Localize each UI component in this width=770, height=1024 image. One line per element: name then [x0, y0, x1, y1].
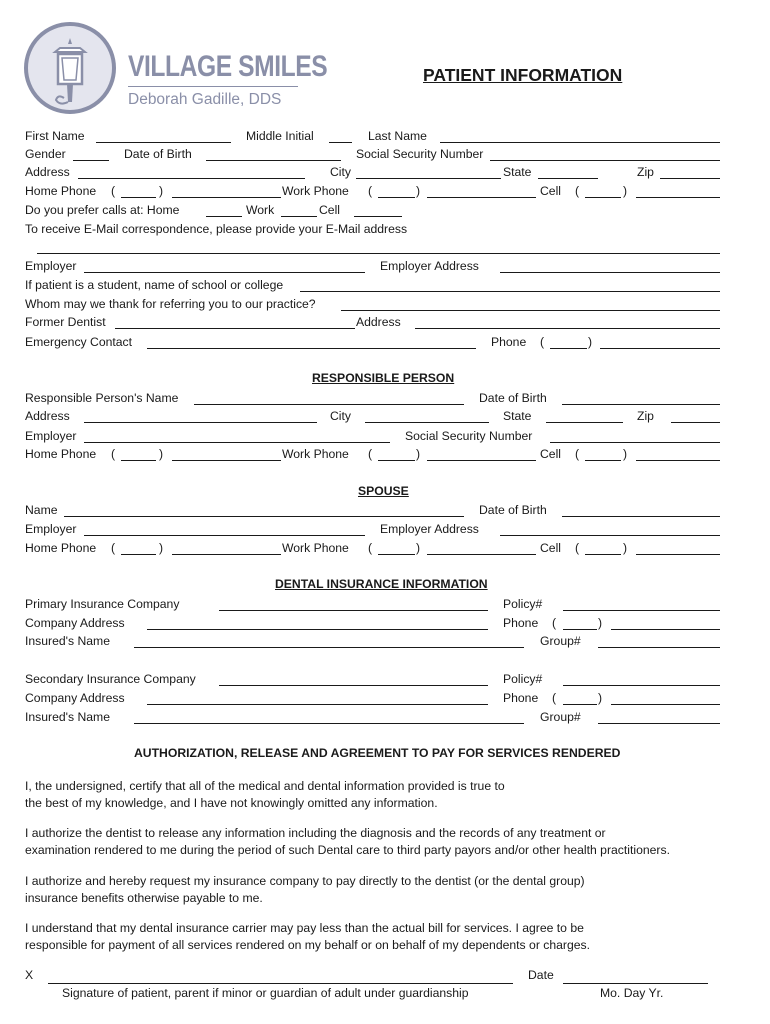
spouse-dob-label: Date of Birth — [479, 503, 547, 517]
responsible-address-label: Address — [25, 409, 70, 423]
middle-initial-label: Middle Initial — [246, 129, 314, 143]
prefer-home-field[interactable] — [206, 216, 242, 217]
paren-open: ( — [368, 541, 373, 555]
paren-close: ) — [416, 184, 421, 198]
student-label: If patient is a student, name of school or college — [25, 278, 284, 292]
responsible-work-area-code-field[interactable] — [378, 460, 415, 461]
paren-close: ) — [598, 691, 603, 705]
spouse-employer-address-label: Employer Address — [380, 522, 479, 536]
email-field[interactable] — [37, 253, 720, 254]
signature-caption: Signature of patient, parent if minor or guardian of adult under guardianship — [62, 986, 469, 1000]
work-area-code-field[interactable] — [378, 197, 415, 198]
responsible-home-area-code-field[interactable] — [121, 460, 156, 461]
secondary-group-label: Group# — [540, 710, 581, 724]
responsible-dob-field[interactable] — [562, 404, 720, 405]
secondary-phone-field[interactable] — [611, 704, 720, 705]
prefer-work-field[interactable] — [281, 216, 317, 217]
dental-insurance-heading: DENTAL INSURANCE INFORMATION — [275, 577, 488, 591]
emergency-contact-label: Emergency Contact — [25, 335, 133, 349]
primary-phone-label: Phone — [503, 616, 539, 630]
city-label: City — [330, 165, 351, 179]
former-dentist-address-label: Address — [356, 315, 401, 329]
city-field[interactable] — [356, 178, 501, 179]
secondary-area-code-field[interactable] — [563, 704, 597, 705]
home-phone-label: Home Phone — [25, 184, 97, 198]
emergency-phone-label: Phone — [491, 335, 527, 349]
paren-open: ( — [575, 541, 580, 555]
first-name-field[interactable] — [96, 142, 231, 143]
home-phone-field[interactable] — [172, 197, 281, 198]
employer-address-field[interactable] — [500, 272, 720, 273]
work-phone-field[interactable] — [427, 197, 536, 198]
former-dentist-label: Former Dentist — [25, 315, 106, 329]
assign-benefits-line-1: I authorize and hereby request my insurance company to pay directly to the dentist (or the dental group) — [25, 874, 585, 888]
responsible-address-field[interactable] — [84, 422, 317, 423]
paren-open: ( — [552, 616, 557, 630]
responsible-zip-label: Zip — [637, 409, 654, 423]
paren-open: ( — [111, 184, 116, 198]
prefer-work-label: Work — [246, 203, 275, 217]
paren-close: ) — [416, 447, 421, 461]
dentist-name: Deborah Gadille, DDS — [128, 91, 282, 108]
responsible-dob-label: Date of Birth — [479, 391, 547, 405]
responsible-state-field[interactable] — [546, 422, 623, 423]
responsible-zip-field[interactable] — [671, 422, 720, 423]
secondary-company-field[interactable] — [219, 685, 488, 686]
signature-date-field[interactable] — [563, 983, 708, 984]
secondary-phone-label: Phone — [503, 691, 539, 705]
employer-address-label: Employer Address — [380, 259, 479, 273]
responsible-state-label: State — [503, 409, 532, 423]
dob-label: Date of Birth — [124, 147, 192, 161]
spouse-cell-area-code-field[interactable] — [585, 554, 621, 555]
cell-phone-field[interactable] — [636, 197, 720, 198]
secondary-insureds-name-field[interactable] — [134, 723, 524, 724]
responsible-city-label: City — [330, 409, 351, 423]
financial-responsibility-line-1: I understand that my dental insurance carrier may pay less than the actual bill for services. I agree to be — [25, 921, 584, 935]
spouse-home-area-code-field[interactable] — [121, 554, 156, 555]
paren-close: ) — [159, 541, 164, 555]
primary-group-label: Group# — [540, 634, 581, 648]
paren-close: ) — [159, 447, 164, 461]
cell-area-code-field[interactable] — [585, 197, 621, 198]
secondary-company-address-label: Company Address — [25, 691, 125, 705]
state-field[interactable] — [538, 178, 598, 179]
responsible-name-label: Responsible Person's Name — [25, 391, 179, 405]
spouse-heading: SPOUSE — [358, 484, 409, 498]
certify-line-2: the best of my knowledge, and I have not knowingly omitted any information. — [25, 796, 438, 810]
brand-name: VILLAGE SMILES — [128, 50, 328, 83]
state-label: State — [503, 165, 532, 179]
paren-open: ( — [575, 184, 580, 198]
zip-field[interactable] — [660, 178, 720, 179]
paren-open: ( — [575, 447, 580, 461]
spouse-cell-phone-field[interactable] — [636, 554, 720, 555]
secondary-policy-label: Policy# — [503, 672, 543, 686]
release-line-2: examination rendered to me during the period of such Dental care to third party payors and/or other health practitioners. — [25, 843, 670, 857]
home-area-code-field[interactable] — [121, 197, 156, 198]
responsible-city-field[interactable] — [365, 422, 489, 423]
ssn-field[interactable] — [490, 160, 720, 161]
gender-label: Gender — [25, 147, 66, 161]
primary-insureds-name-label: Insured's Name — [25, 634, 110, 648]
financial-responsibility-line-2: responsible for payment of all services rendered on my behalf or on behalf of my dependents or charges. — [25, 938, 591, 952]
page-title: PATIENT INFORMATION — [423, 65, 623, 85]
paren-close: ) — [623, 541, 628, 555]
secondary-group-field[interactable] — [598, 723, 720, 724]
responsible-employer-label: Employer — [25, 429, 77, 443]
responsible-home-phone-label: Home Phone — [25, 447, 97, 461]
primary-phone-field[interactable] — [611, 629, 720, 630]
spouse-employer-field[interactable] — [84, 535, 365, 536]
responsible-cell-phone-field[interactable] — [636, 460, 720, 461]
paren-close: ) — [623, 447, 628, 461]
spouse-work-phone-field[interactable] — [427, 554, 536, 555]
last-name-field[interactable] — [440, 142, 720, 143]
paren-close: ) — [623, 184, 628, 198]
ssn-label: Social Security Number — [356, 147, 484, 161]
authorization-heading: AUTHORIZATION, RELEASE AND AGREEMENT TO PAY FOR SERVICES RENDERED — [134, 746, 621, 760]
date-caption: Mo. Day Yr. — [600, 986, 664, 1000]
spouse-dob-field[interactable] — [562, 516, 720, 517]
emergency-contact-field[interactable] — [147, 348, 476, 349]
release-line-1: I authorize the dentist to release any information including the diagnosis and the records of any treatment or — [25, 826, 606, 840]
first-name-label: First Name — [25, 129, 85, 143]
employer-field[interactable] — [84, 272, 365, 273]
secondary-insureds-name-label: Insured's Name — [25, 710, 110, 724]
gender-field[interactable] — [73, 160, 109, 161]
logo-divider — [128, 86, 298, 87]
logo — [22, 22, 328, 114]
primary-policy-label: Policy# — [503, 597, 543, 611]
paren-close: ) — [159, 184, 164, 198]
spouse-name-label: Name — [25, 503, 58, 517]
zip-label: Zip — [637, 165, 654, 179]
primary-area-code-field[interactable] — [563, 629, 597, 630]
responsible-person-heading: RESPONSIBLE PERSON — [312, 371, 455, 385]
spouse-cell-label: Cell — [540, 541, 561, 555]
responsible-home-phone-field[interactable] — [172, 460, 281, 461]
student-field[interactable] — [300, 291, 720, 292]
cell-label: Cell — [540, 184, 561, 198]
employer-label: Employer — [25, 259, 77, 273]
responsible-work-phone-label: Work Phone — [282, 447, 349, 461]
paren-open: ( — [368, 447, 373, 461]
former-dentist-field[interactable] — [115, 328, 355, 329]
address-label: Address — [25, 165, 70, 179]
primary-group-field[interactable] — [598, 647, 720, 648]
spouse-home-phone-label: Home Phone — [25, 541, 97, 555]
paren-open: ( — [552, 691, 557, 705]
responsible-cell-label: Cell — [540, 447, 561, 461]
paren-open: ( — [368, 184, 373, 198]
secondary-company-address-field[interactable] — [147, 704, 488, 705]
address-field[interactable] — [78, 178, 305, 179]
paren-open: ( — [111, 541, 116, 555]
prefer-calls-label: Do you prefer calls at: Home — [25, 203, 180, 217]
email-prompt-label: To receive E-Mail correspondence, please provide your E-Mail address — [25, 222, 408, 236]
former-dentist-address-field[interactable] — [415, 328, 720, 329]
spouse-home-phone-field[interactable] — [172, 554, 281, 555]
referral-field[interactable] — [341, 310, 720, 311]
paren-close: ) — [588, 335, 593, 349]
responsible-ssn-field[interactable] — [550, 442, 720, 443]
signature-date-label: Date — [528, 968, 554, 982]
responsible-cell-area-code-field[interactable] — [585, 460, 621, 461]
spouse-name-field[interactable] — [64, 516, 464, 517]
spouse-employer-label: Employer — [25, 522, 77, 536]
secondary-policy-field[interactable] — [563, 685, 720, 686]
assign-benefits-line-2: insurance benefits otherwise payable to me. — [25, 891, 263, 905]
lantern-logo-icon — [22, 22, 118, 114]
spouse-work-area-code-field[interactable] — [378, 554, 415, 555]
signature-x-mark: X — [25, 968, 34, 982]
responsible-name-field[interactable] — [194, 404, 464, 405]
primary-company-address-field[interactable] — [147, 629, 488, 630]
responsible-employer-field[interactable] — [84, 442, 390, 443]
prefer-cell-field[interactable] — [354, 216, 402, 217]
work-phone-label: Work Phone — [282, 184, 349, 198]
paren-close: ) — [416, 541, 421, 555]
responsible-ssn-label: Social Security Number — [405, 429, 533, 443]
responsible-work-phone-field[interactable] — [427, 460, 536, 461]
primary-policy-field[interactable] — [563, 610, 720, 611]
primary-company-field[interactable] — [219, 610, 488, 611]
paren-close: ) — [598, 616, 603, 630]
certify-line-1: I, the undersigned, certify that all of the medical and dental information provided is true to — [25, 779, 505, 793]
prefer-cell-label: Cell — [319, 203, 340, 217]
paren-open: ( — [111, 447, 116, 461]
middle-initial-field[interactable] — [329, 142, 352, 143]
paren-open: ( — [540, 335, 545, 349]
emergency-area-code-field[interactable] — [550, 348, 587, 349]
primary-insureds-name-field[interactable] — [134, 647, 524, 648]
spouse-employer-address-field[interactable] — [500, 535, 720, 536]
primary-company-label: Primary Insurance Company — [25, 597, 180, 611]
last-name-label: Last Name — [368, 129, 427, 143]
spouse-work-phone-label: Work Phone — [282, 541, 349, 555]
referral-label: Whom may we thank for referring you to our practice? — [25, 297, 316, 311]
emergency-phone-field[interactable] — [600, 348, 720, 349]
secondary-company-label: Secondary Insurance Company — [25, 672, 196, 686]
dob-field[interactable] — [206, 160, 341, 161]
primary-company-address-label: Company Address — [25, 616, 125, 630]
signature-field[interactable] — [48, 983, 513, 984]
